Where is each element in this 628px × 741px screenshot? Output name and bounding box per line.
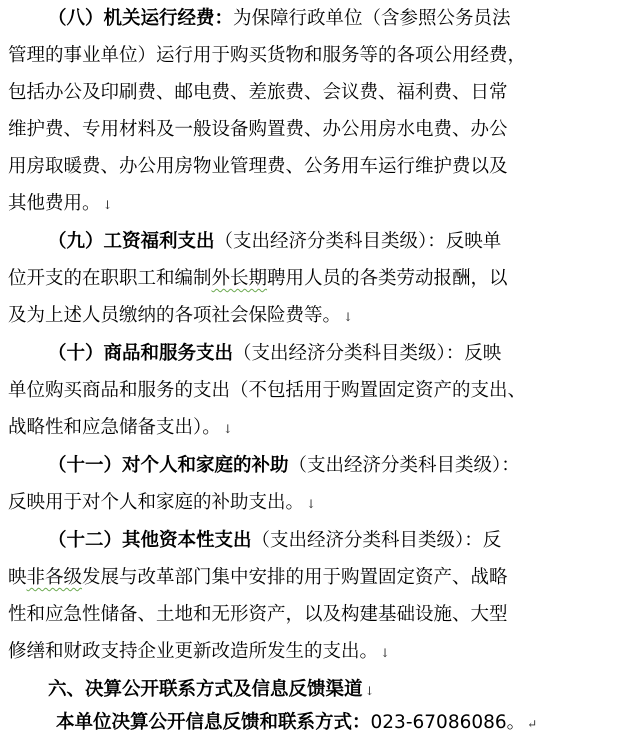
section-12-heading: （十二）其他资本性支出 [48, 530, 252, 551]
section-8-line-2: 管理的事业单位）运行用于购买货物和服务等的各项公用经费， [8, 45, 527, 66]
section-12-line-2-pre: 映 [8, 567, 27, 588]
section-10-line-2: 单位购买商品和服务的支出（不包括用于购置固定资产的支出、 [8, 380, 527, 401]
heading-6 [48, 671, 622, 708]
section-9-text: （支出经济分类科目类级）：反映单 [214, 231, 502, 252]
contact-line [56, 704, 622, 741]
section-12-line-3: 性和应急性储备、土地和无形资产，以及构建基础设施、大型 [8, 604, 508, 625]
paragraph-mark: ↓ [343, 310, 354, 324]
section-12-line-2-post: 发展与改革部门集中安排的用于购置固定资产、战略 [82, 567, 508, 588]
section-8-line-4: 维护费、专用材料及一般设备购置费、办公用房水电费、办公 [8, 119, 508, 140]
section-11-line-2 [8, 484, 622, 521]
section-9-line-3 [8, 297, 622, 334]
section-11-heading: （十一）对个人和家庭的补助 [48, 455, 289, 476]
section-8-line-5: 用房取暖费、办公用房物业管理费、公务用车运行维护费以及 [8, 156, 508, 177]
section-12-last-text: 修缮和财政支持企业更新改造所发生的支出。 [8, 641, 379, 662]
section-8-heading: （八）机关运行经费： [48, 8, 234, 29]
section-9-line-2-post: 聘用人员的各类劳动报酬，以 [267, 268, 508, 289]
section-12-line-1 [48, 522, 622, 559]
section-8-text: 为保障行政单位（含参照公务员法 [233, 8, 511, 29]
section-10-line-1 [48, 335, 622, 372]
section-12-line-2 [8, 559, 622, 596]
spellcheck-underlined-text: 非各级 [26, 567, 83, 588]
paragraph-mark: ↓ [222, 422, 233, 436]
section-8-line-3: 包括办公及印刷费、邮电费、差旅费、会议费、福利费、日常 [8, 82, 508, 103]
heading-6-text: 六、决算公开联系方式及信息反馈渠道 [48, 679, 363, 700]
paragraph-mark: ↓ [306, 497, 317, 511]
section-8-line-6 [8, 185, 622, 222]
section-9-last-text: 及为上述人员缴纳的各项社会保险费等。 [8, 305, 342, 326]
paragraph-mark: ↵ [527, 717, 538, 731]
section-9-line-1 [48, 223, 622, 260]
section-11-text: （支出经济分类科目类级）： [288, 455, 520, 476]
section-10-line-3 [8, 409, 622, 446]
paragraph-mark: ↓ [102, 198, 113, 212]
section-9-line-2-pre: 位开支的在职职工和编制 [8, 268, 212, 289]
section-8-line-1 [48, 0, 622, 37]
section-11-line-1 [48, 447, 622, 484]
section-12-text: （支出经济分类科目类级）：反 [251, 530, 502, 551]
section-10-text: （支出经济分类科目类级）：反映 [233, 343, 502, 364]
contact-phone: 023-67086086。 [370, 712, 526, 733]
section-10-heading: （十）商品和服务支出 [48, 343, 234, 364]
section-8-last-text: 其他费用。 [8, 193, 101, 214]
section-11-last-text: 反映用于对个人和家庭的补助支出。 [8, 492, 305, 513]
section-10-last-text: 战略性和应急储备支出）。 [8, 417, 221, 438]
spellcheck-underlined-text: 外长期 [211, 268, 268, 289]
section-9-heading: （九）工资福利支出 [48, 231, 215, 252]
section-12-line-4 [8, 633, 622, 670]
paragraph-mark: ↓ [364, 684, 375, 698]
section-9-line-2 [8, 260, 622, 297]
paragraph-mark: ↓ [380, 646, 391, 660]
contact-label: 本单位决算公开信息反馈和联系方式： [56, 712, 371, 733]
